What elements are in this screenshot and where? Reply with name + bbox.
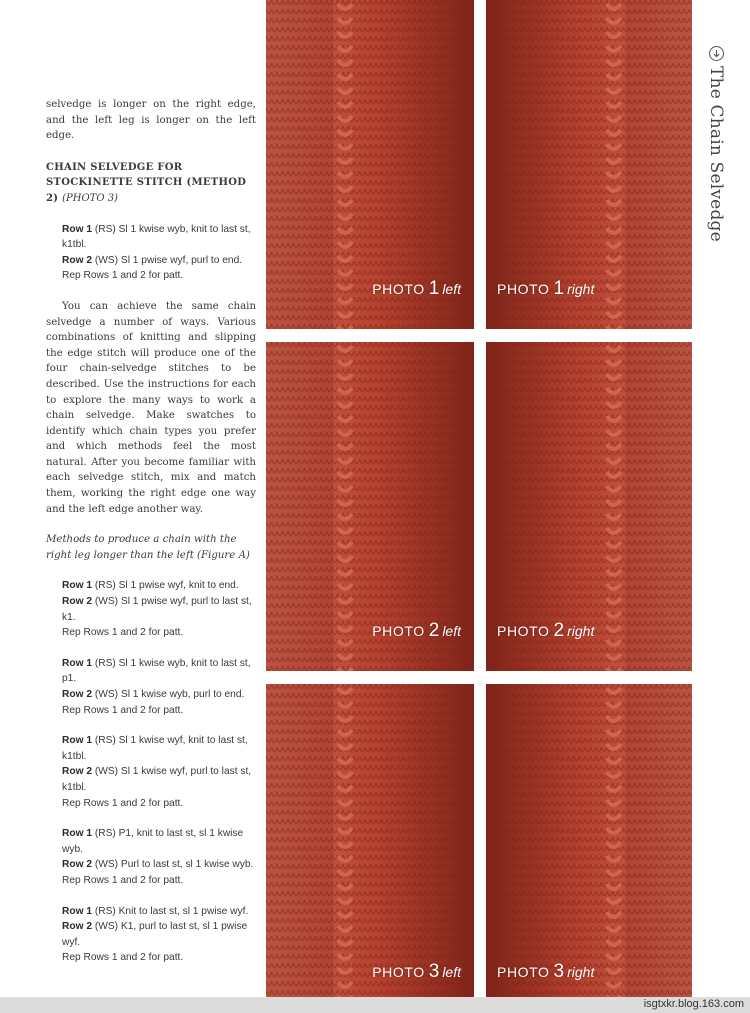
photo-caption: PHOTO 1 left <box>372 278 461 299</box>
method-block <box>46 826 256 888</box>
row-line: Row 1 (RS) Knit to last st, sl 1 pwise wyf. <box>62 905 249 917</box>
knit-swatch-image <box>486 684 692 997</box>
photo-3-right <box>486 684 692 997</box>
row-line: Row 2 (WS) K1, purl to last st, sl 1 pwise wyf. <box>62 921 248 948</box>
row-line: Row 1 (RS) Sl 1 kwise wyf, knit to last st, k1tbl. <box>62 735 248 762</box>
chapter-label <box>704 42 730 242</box>
photo-caption: PHOTO 2 right <box>497 620 595 641</box>
method-block <box>46 904 256 966</box>
row-line: Row 2 (WS) Sl 1 pwise wyf, purl to last st, k1. <box>62 596 252 623</box>
section-heading <box>46 160 256 207</box>
method-block <box>46 578 256 640</box>
photo-3-left <box>266 684 474 997</box>
knit-swatch-image <box>266 684 474 997</box>
row-line: Row 1 (RS) Sl 1 pwise wyf, knit to end. <box>62 580 239 592</box>
row-line: Row 2 (WS) Sl 1 kwise wyb, purl to end. <box>62 689 245 700</box>
repeat-line: Rep Rows 1 and 2 for patt. <box>62 952 184 964</box>
intro-paragraph: selvedge is longer on the right edge, and the left leg is longer on the left edge. <box>46 99 256 142</box>
edge-shadow <box>626 684 692 997</box>
watermark-bar <box>0 997 750 1013</box>
repeat-line: Rep Rows 1 and 2 for patt. <box>62 627 184 639</box>
method-block <box>46 656 256 718</box>
row-line: Row 1 (RS) Sl 1 kwise wyb, knit to last st, p1. <box>62 657 251 685</box>
photo-caption: PHOTO 2 left <box>372 620 461 641</box>
repeat-line: Rep Rows 1 and 2 for patt. <box>62 270 184 282</box>
chapter-title: The Chain Selvedge <box>706 66 726 242</box>
repeat-line: Rep Rows 1 and 2 for patt. <box>62 874 184 886</box>
body-paragraph: You can achieve the same chain selvedge a number of ways. Various combinations of knitting and slipping the edge stitch will produce one of the four chain-selvedge stitches to be described. Use the instructions for each to explore the many ways to work a chain selvedge. Make swatches to identify which chain types you prefer and which methods feel the most natural. After you become familiar with each selvedge stitch, mix and match them, working the right edge one way and the left edge another way. <box>46 300 256 515</box>
arrow-down-circle-icon <box>709 46 724 61</box>
edge-shadow <box>266 342 333 671</box>
section-heading-ref: (PHOTO 3) <box>62 192 118 204</box>
photo-caption: PHOTO 3 left <box>372 961 461 982</box>
edge-shadow <box>266 0 333 329</box>
row-line: Row 1 (RS) P1, knit to last st, sl 1 kwise wyb. <box>62 828 244 855</box>
text-column <box>46 97 256 966</box>
photo-caption: PHOTO 1 right <box>497 278 595 299</box>
photo-2-right <box>486 342 692 671</box>
photo-2-left <box>266 342 474 671</box>
edge-shadow <box>626 0 692 329</box>
row-line: Row 1 (RS) Sl 1 kwise wyb, knit to last st, k1tbl. <box>62 223 251 251</box>
row-line: Row 2 (WS) Purl to last st, sl 1 kwise wyb. <box>62 859 254 871</box>
photo-1-right <box>486 0 692 329</box>
row-line: Row 2 (WS) Sl 1 pwise wyf, purl to end. <box>62 254 243 266</box>
photo-1-left <box>266 0 474 329</box>
repeat-line: Rep Rows 1 and 2 for patt. <box>62 704 184 716</box>
row-line: Row 2 (WS) Sl 1 kwise wyf, purl to last st, k1tbl. <box>62 766 252 793</box>
edge-shadow <box>626 342 692 671</box>
section-heading-text: CHAIN SELVEDGE FOR STOCKINETTE STITCH (METHOD 2) <box>46 161 247 204</box>
method2-rows <box>46 222 256 284</box>
edge-shadow <box>266 684 333 997</box>
repeat-line: Rep Rows 1 and 2 for patt. <box>62 797 184 809</box>
method-block <box>46 733 256 811</box>
methods-heading: Methods to produce a chain with the right leg longer than the left (Figure A) <box>46 534 250 561</box>
watermark-text: isgtxkr.blog.163.com <box>643 998 744 1010</box>
photo-caption: PHOTO 3 right <box>497 961 595 982</box>
